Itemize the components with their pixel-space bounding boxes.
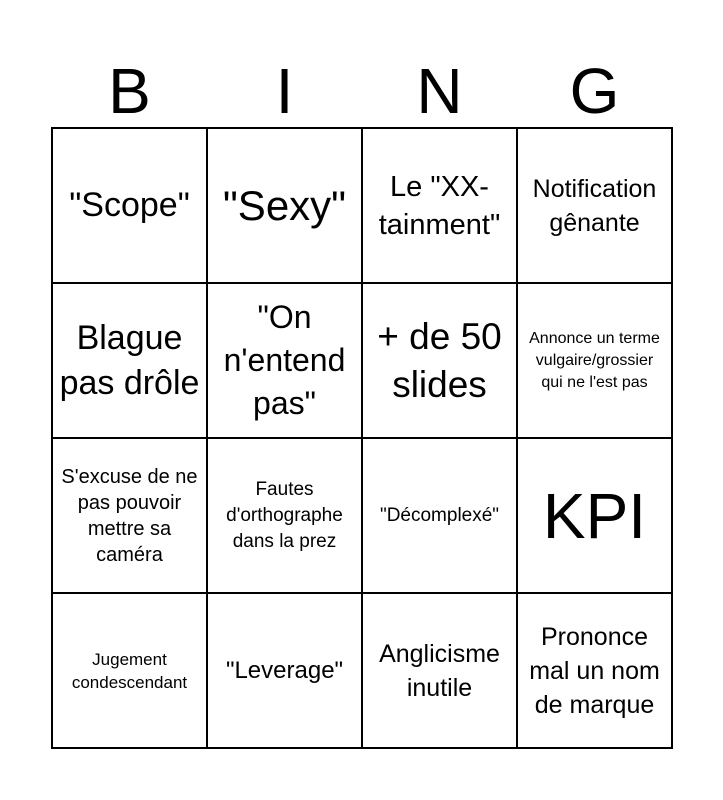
cell-text: "Scope" (69, 186, 190, 224)
bingo-header (52, 55, 672, 127)
cell-text: Anglicisme inutile (379, 639, 500, 702)
cell-text: "Sexy" (222, 181, 347, 229)
cell-text: Notification gênante (532, 174, 657, 237)
bingo-cell-r1c1[interactable] (53, 129, 208, 284)
bingo-cell-r4c4[interactable] (518, 594, 673, 749)
bingo-cell-r4c3[interactable] (363, 594, 518, 749)
header-letter-b: B (108, 55, 151, 127)
bingo-cell-r3c1[interactable] (53, 439, 208, 594)
cell-text: Jugement condescendant (71, 649, 188, 692)
cell-text: "Décomplexé" (379, 505, 500, 526)
bingo-cell-r1c2[interactable] (208, 129, 363, 284)
cell-text: Annonce un terme vulgaire/grossier qui ne l'est pas (529, 329, 660, 391)
cell-text: "Leverage" (225, 656, 344, 684)
cell-text: Le "XX-tainment" (378, 170, 501, 241)
cell-text: "On n'entend pas" (223, 299, 346, 421)
cell-text: S'excuse de ne pas pouvoir mettre sa caméra (61, 465, 198, 566)
bingo-grid (51, 127, 673, 749)
bingo-cell-r1c4[interactable] (518, 129, 673, 284)
cell-text: KPI (542, 479, 647, 552)
bingo-cell-r4c1[interactable] (53, 594, 208, 749)
bingo-cell-r3c3[interactable] (363, 439, 518, 594)
bingo-cell-r4c2[interactable] (208, 594, 363, 749)
bingo-cell-r1c3[interactable] (363, 129, 518, 284)
bingo-cell-r2c2[interactable] (208, 284, 363, 439)
header-letter-n: N (416, 55, 463, 127)
cell-text: Prononce mal un nom de marque (529, 622, 660, 719)
cell-text: + de 50 slides (377, 315, 502, 405)
cell-text: Blague pas drôle (59, 318, 200, 402)
header-letter-g: G (569, 55, 620, 127)
bingo-cell-r3c4[interactable] (518, 439, 673, 594)
bingo-cell-r2c4[interactable] (518, 284, 673, 439)
bingo-cell-r2c1[interactable] (53, 284, 208, 439)
cell-text: Fautes d'orthographe dans la prez (226, 478, 343, 552)
bingo-cell-r2c3[interactable] (363, 284, 518, 439)
header-letter-i: I (275, 55, 294, 127)
bingo-cell-r3c2[interactable] (208, 439, 363, 594)
